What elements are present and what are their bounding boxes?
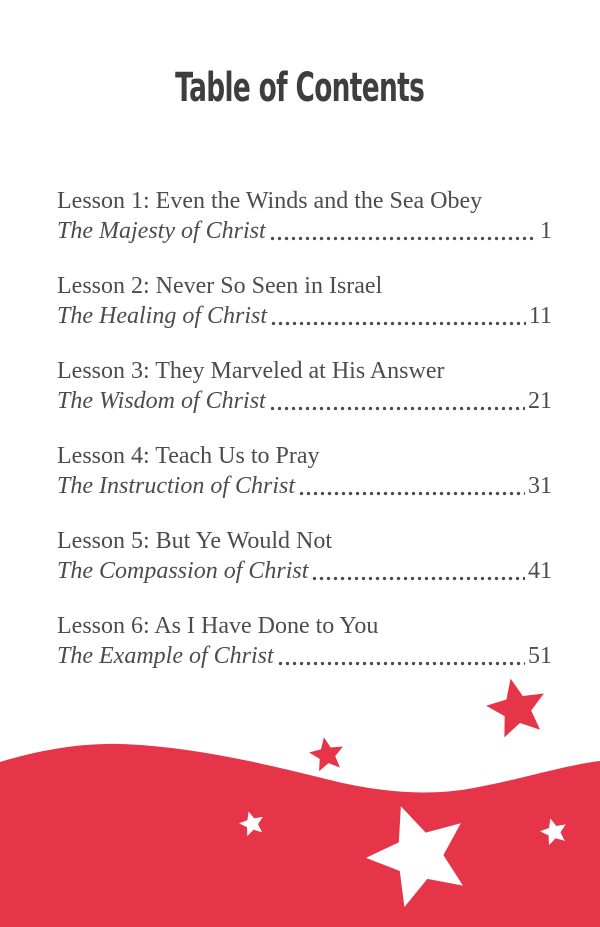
dot-leader [299,491,525,496]
toc-entry-page-number: 31 [528,473,552,499]
dot-leader [270,406,525,411]
toc-entry-subtitle: The Instruction of Christ [57,473,296,499]
toc-entry [57,526,552,586]
page-title-area [0,65,600,111]
toc-entry-subtitle: The Example of Christ [57,643,274,669]
toc-entry-subtitle-row [57,556,552,586]
toc-entry-lesson: Lesson 2: Never So Seen in Israel [57,273,383,299]
toc-entry-lesson: Lesson 4: Teach Us to Pray [57,443,320,469]
toc-entry-subtitle-row [57,216,552,246]
toc-entry-subtitle-row [57,301,552,331]
dot-leader [270,236,537,241]
toc-entry-lesson: Lesson 6: As I Have Done to You [57,613,379,639]
toc-entry-subtitle-row [57,386,552,416]
star-icon-red-small [307,734,346,772]
toc-entry-page-number: 11 [528,303,552,329]
toc-entry-subtitle-row [57,471,552,501]
toc-entry-subtitle: The Wisdom of Christ [57,388,266,414]
toc-entry-lesson: Lesson 5: But Ye Would Not [57,528,332,554]
toc-entry-subtitle: The Majesty of Christ [57,218,266,244]
wave-shape [0,744,600,927]
toc-entry [57,271,552,331]
dot-leader [312,576,525,581]
dot-leader [271,321,526,326]
toc-entry-subtitle: The Healing of Christ [57,303,268,329]
toc-entry [57,356,552,416]
toc-entry [57,186,552,246]
page-title: Table of Contents [175,65,425,111]
toc-entry-lesson: Lesson 3: They Marveled at His Answer [57,358,445,384]
toc-entry-page-number: 21 [528,388,552,414]
toc-list [57,186,552,696]
toc-entry-page-number: 51 [528,643,552,669]
toc-entry-page-number: 41 [528,558,552,584]
toc-entry-lesson: Lesson 1: Even the Winds and the Sea Obey [57,188,483,214]
footer-wave-graphic [0,657,600,927]
toc-entry-subtitle: The Compassion of Christ [57,558,309,584]
toc-entry-page-number: 1 [540,218,552,244]
star-icon-red-large [482,673,551,740]
toc-entry [57,441,552,501]
